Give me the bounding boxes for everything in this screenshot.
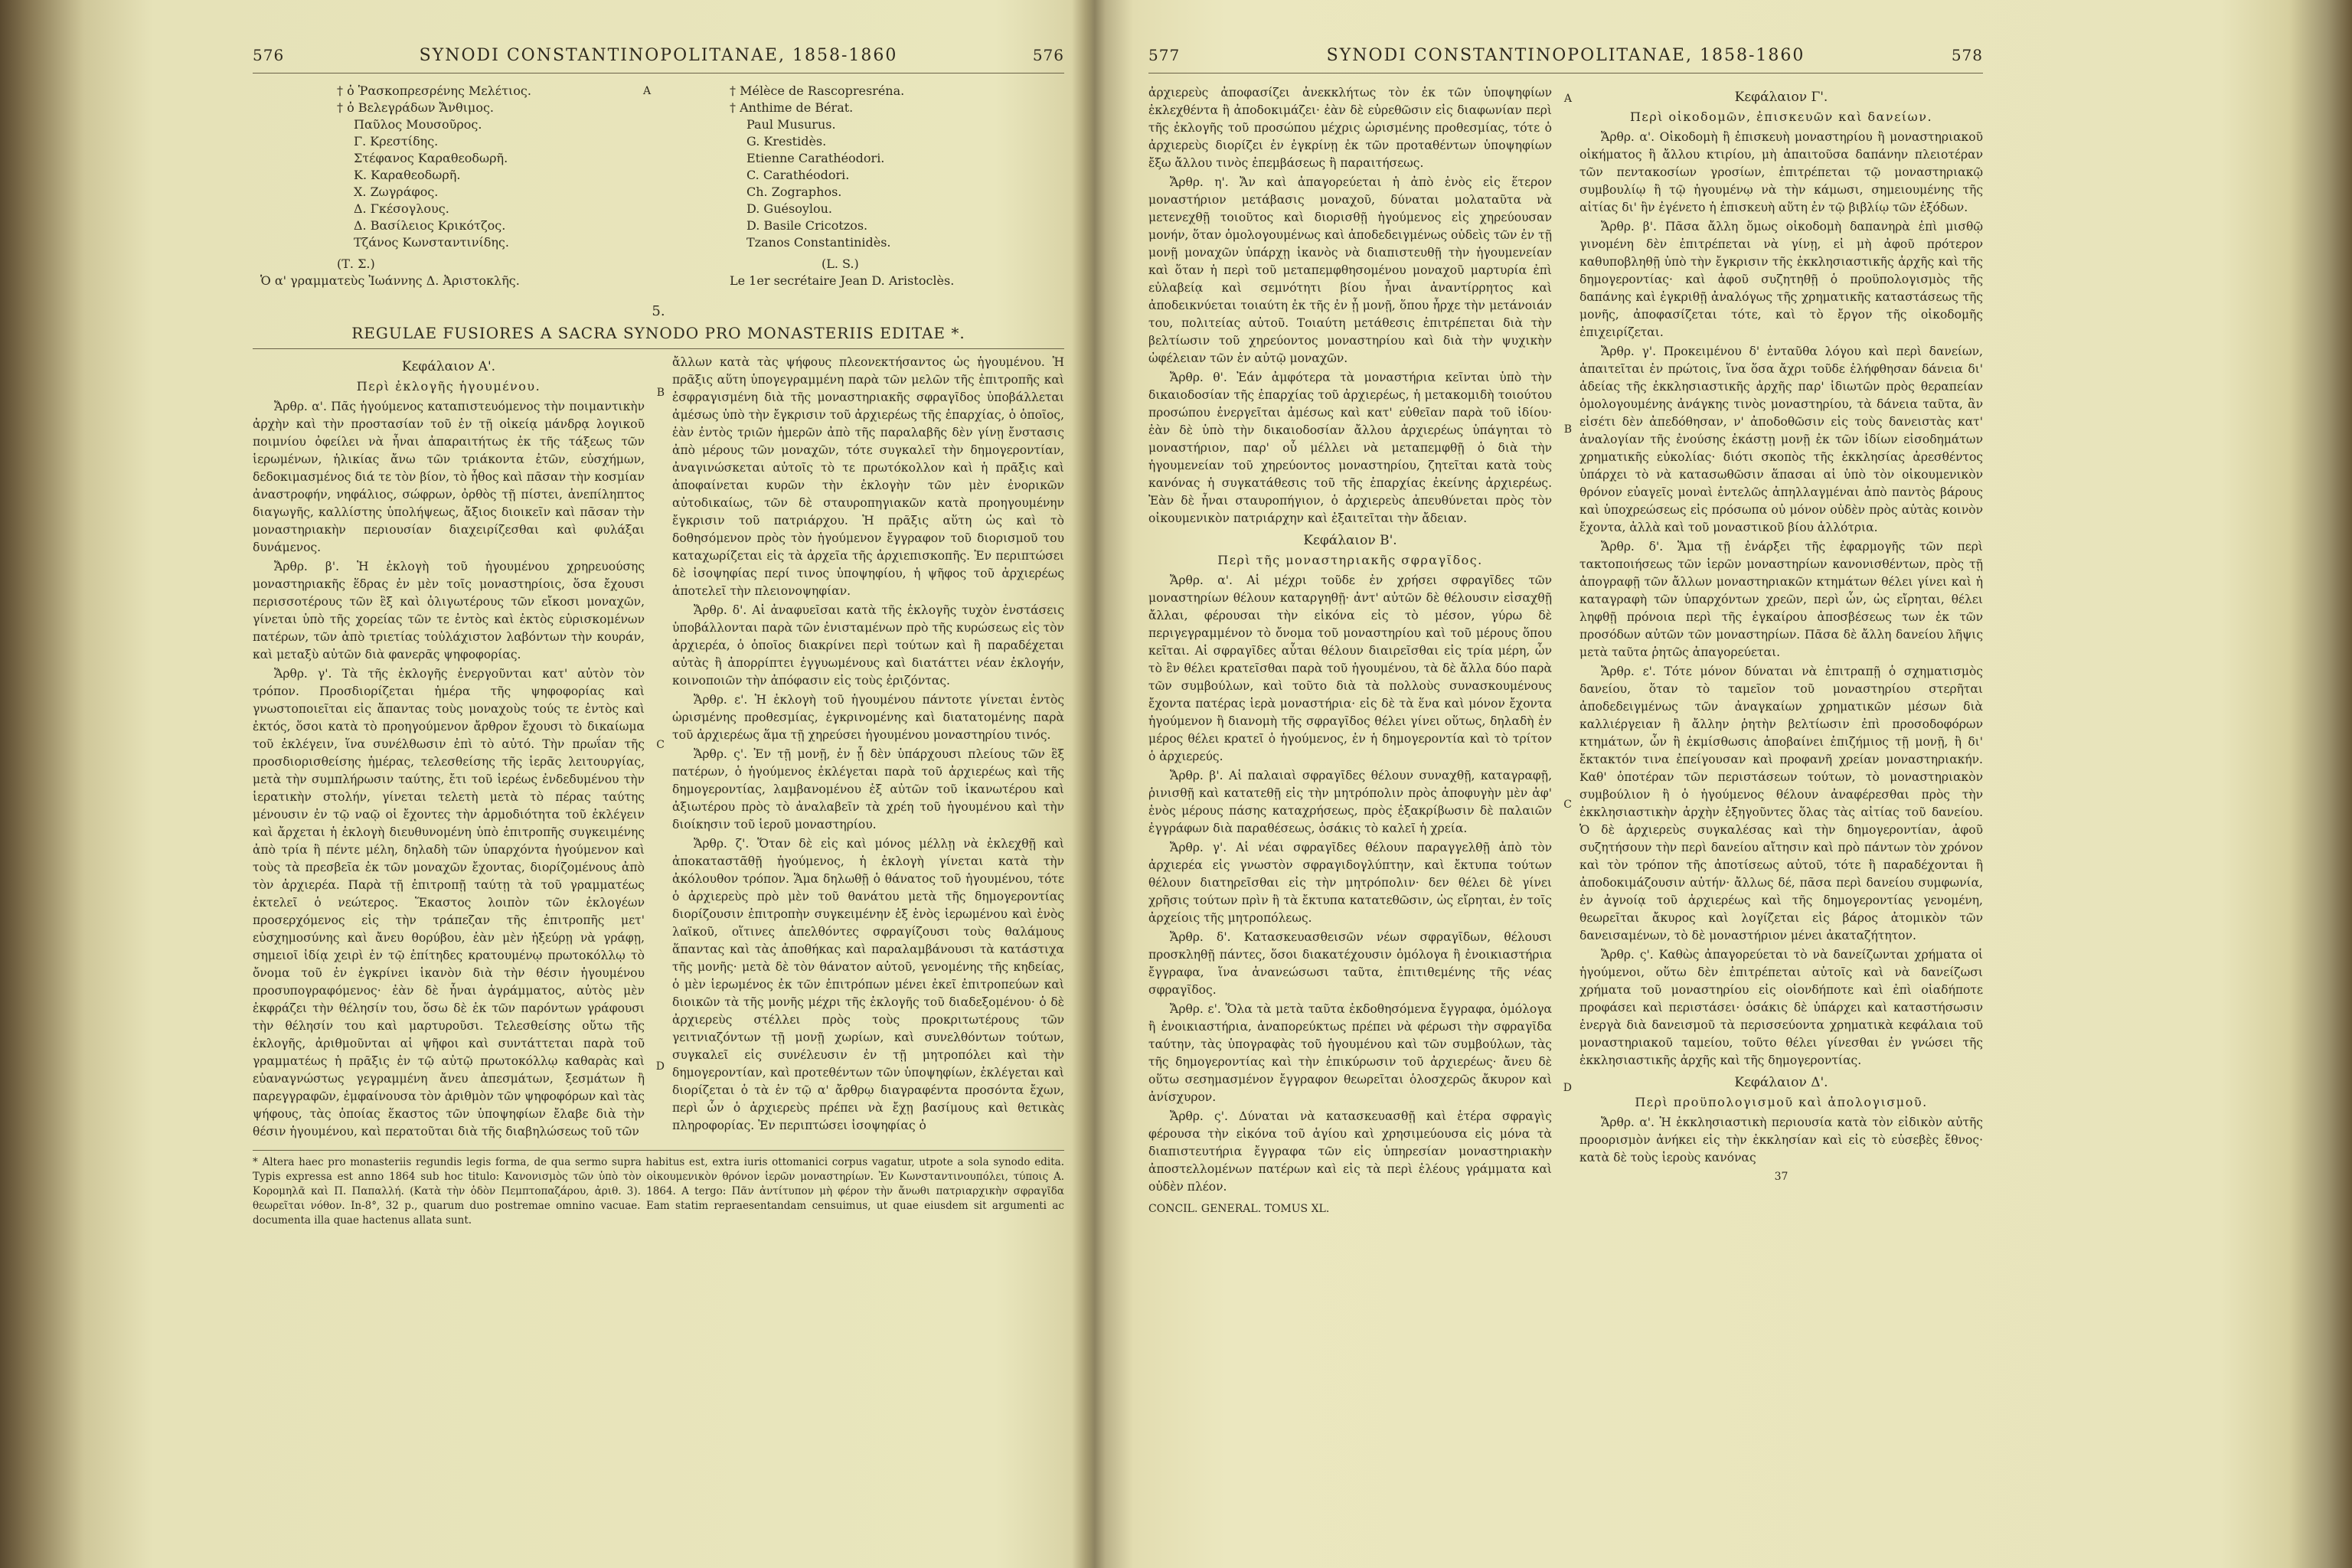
signature-line: Paul Musurus. bbox=[746, 117, 836, 132]
secretary-line: Ὁ α' γραμματεὺς Ἰωάννης Δ. Ἀριστοκλῆς. bbox=[260, 273, 520, 288]
left-column-1 bbox=[253, 354, 665, 1142]
signature-line: Δ. Γκέσογλους. bbox=[354, 201, 449, 216]
margin-letter: D bbox=[1563, 1082, 1572, 1094]
signature-line: † Mélèce de Rascopresréna. bbox=[730, 83, 905, 98]
article-paragraph: Ἄρθρ. ε'. Τότε μόνον δύναται νὰ ἐπιτραπῇ ὁ σχηματισμὸς δανείου, ὅταν τὸ ταμεῖον τοῦ μοναστηρίου στερῆται ἀποδεδειγμένως τῶν ἀναγκαίων χρηματικῶν μέσων διὰ καλλιέργειαν ἢ ἄλλην ῥητὴν βελτίωσιν ἐπὶ προσοδοφόρων κτημάτων, ὧν ἢ ἐκμίσθωσις ἀποβαίνει ἐπιζήμιος τῇ μονῇ, ἢ δι' ἔκτακτόν τινα ἐπείγουσαν καὶ προφανῆ χρείαν μοναστηριακήν. Καθ' ὁποτέραν τῶν περιστάσεων τούτων, τὸ μοναστηριακὸν συμβούλιον ἢ ὁ ἡγούμενος θέλουν ἀναφέρεσθαι πρὸς τὴν ἐκκλησιαστικὴν ἀρχὴν ἐξηγοῦντες ὅλας τὰς αἰτίας τοῦ δανείου. Ὁ δὲ ἀρχιερεὺς συγκαλέσας καὶ τὴν δημογεροντίαν, ἀφοῦ συζητήσουν τὴν περὶ δανείου αἴτησιν καὶ πρὸ πάντων τὸν χρόνον καὶ τὸν τρόπον τῆς ἀποτίσεως αὐτοῦ, τότε ἢ παραδέχονται ἢ ἀποδοκιμάζουσιν αὐτήν· ἄλλως δέ, πᾶσα περὶ δανείου συμφωνία, ἐν ἀγνοίᾳ τοῦ ἀρχιερέως καὶ τῆς δημογεροντίας γενομένη, θεωρεῖται ἄκυρος καὶ λογίζεται εἰς βάρος ἀτομικὸν τῶν δανεισαμένων, τὸ δὲ μοναστήριον μένει ἀκαταζήτητον. bbox=[1579, 665, 1983, 942]
chapter-subheading: Περὶ ἐκλογῆς ἡγουμένου. bbox=[356, 379, 541, 394]
signature-line: C. Carathéodori. bbox=[746, 168, 850, 182]
article-paragraph: Ἄρθρ. η'. Ἄν καὶ ἀπαγορεύεται ἡ ἀπὸ ἑνὸς εἰς ἕτερον μοναστήριον μετάβασις μοναχοῦ, δύναται μολαταῦτα νὰ μετενεχθῇ τοιοῦτος καὶ διορισθῇ ἡγούμενος εἰς χηρεύουσαν μονήν, ὅταν ὁμολογουμένως καὶ ἀποδεδειγμένως οὐδεὶς τῶν ἐν τῇ μονῇ μοναχῶν ὑπάρχῃ ἱκανὸς νὰ διαπιστευθῇ τὴν ἡγουμενείαν καὶ ὅταν ἡ περὶ τοῦ μεταπεμφθησομένου μοναχοῦ μαρτυρία ἐπὶ εὐλαβείᾳ καὶ σεμνότητι βίου ἦναι ἀναντίρρητος καὶ ἀποδεικνύεται τοιαύτη ἐκ τῆς ἐν ᾗ μονῇ, ὅπου ἦρχε τὴν μετάνοιάν του, πολιτείας αὐτοῦ. Τοιαύτη μετάθεσις ἐπιτρέπεται διὰ τὴν βελτίωσιν τοῦ χηρεύοντος μοναστηρίου καὶ διὰ τὴν ψυχικὴν ὠφέλειαν τῶν ἐν αὐτῷ μοναχῶν. bbox=[1148, 175, 1552, 365]
signature-block bbox=[253, 83, 1064, 289]
chapter-heading: Κεφάλαιον Β'. bbox=[1303, 533, 1397, 548]
signatures-greek-column bbox=[253, 83, 671, 289]
margin-letter: C bbox=[1563, 799, 1572, 811]
article-paragraph: Ἄρθρ. ε'. Ὅλα τὰ μετὰ ταῦτα ἐκδοθησόμενα ἔγγραφα, ὁμόλογα ἢ ἐνοικιαστήρια, ἀναπορεύκτως πρέπει νὰ φέρωσι τὴν σφραγῖδα ταύτην, τὰς ὑπογραφὰς τοῦ ἡγουμένου καὶ τῶν συμβούλων, τὰς τῆς δημογεροντίας καὶ τὴν ἐπικύρωσιν τοῦ ἀρχιερέως· ἄνευ δὲ οὕτω σεσημασμένον ἔγγραφον θεωρεῖται ὁλοσχερῶς ἄκυρον καὶ ἀνίσχυρον. bbox=[1148, 1002, 1552, 1104]
article-paragraph: Ἄρθρ. ς'. Ἐν τῇ μονῇ, ἐν ᾗ δὲν ὑπάρχουσι πλείους τῶν ἓξ πατέρων, ὁ ἡγούμενος ἐκλέγεται παρὰ τοῦ ἀρχιερέως καὶ τῆς δημογεροντίας, λαμβανομένου ἐξ αὐτῶν τοῦ ἱκανωτέρου καὶ ἀξιωτέρου πρὸς τὸ ἀναλαβεῖν τὰ χρέη τοῦ ἡγουμένου καὶ τὴν διοίκησιν τοῦ ἱεροῦ μοναστηρίου. bbox=[672, 747, 1064, 831]
signature-line: † ὁ Βελεγράδων Ἄνθιμος. bbox=[337, 100, 494, 115]
article-paragraph: Ἄρθρ. δ'. Κατασκευασθεισῶν νέων σφραγῖδων, θέλουσι προσκληθῇ πάντες, ὅσοι διακατέχουσιν ὁμόλογα ἢ ἐνοικιαστήρια ἔγγραφα, ἵνα ἀνανεώσωσι ταῦτα, ἐπιτιθεμένης τῆς νέας σφραγῖδος. bbox=[1148, 930, 1552, 997]
margin-letter: B bbox=[656, 387, 665, 399]
signature-line: Δ. Βασίλειος Κρικότζος. bbox=[354, 218, 506, 233]
left-page-number-secondary: 576 bbox=[1032, 46, 1064, 64]
signatures-latin-column bbox=[699, 83, 1064, 289]
left-page bbox=[253, 46, 1064, 1228]
margin-letter: A bbox=[643, 85, 652, 97]
right-page-number: 578 bbox=[1951, 46, 1983, 64]
section-number: 5. bbox=[652, 303, 665, 319]
chapter-subheading: Περὶ προϋπολογισμοῦ καὶ ἀπολογισμοῦ. bbox=[1635, 1095, 1928, 1109]
signature-line: Παῦλος Μουσοῦρος. bbox=[354, 117, 482, 132]
margin-letter: A bbox=[1563, 93, 1572, 105]
margin-letter: C bbox=[656, 739, 665, 751]
signature-line: Τζάνος Κωνσταντινίδης. bbox=[354, 235, 509, 250]
signature-line: Χ. Ζωγράφος. bbox=[354, 185, 439, 199]
seal-mark: (L. S.) bbox=[822, 256, 859, 271]
left-running-title: SYNODI CONSTANTINOPOLITANAE, 1858-1860 bbox=[419, 46, 898, 65]
footnote: * Altera haec pro monasteriis regundis legis forma, de qua sermo supra habitus est, extra iuris ottomanici corpus vagatur, utpote a sola synodo edita. Typis expressa est anno 1864 sub hoc titulo: Κανονισμὸς τῶν ὑπὸ τὸν οἰκουμενικὸν θρόνον ἱερῶν μοναστηρίων. Ἐν Κωνσταντινουπόλει, τύποις Α. Κορομηλᾶ καὶ Π. Παπαλλή. (Κατὰ τὴν ὁδὸν Πεμπτοπαζάρου, ἀριθ. 3). 1864. A tergo: Πᾶν ἀντίτυπον μὴ φέρον τὴν ἄνωθι πατριαρχικὴν σφραγῖδα θεωρεῖται νόθον. In-8°, 32 p., quarum duo postremae omnino vacuae. Eam statim repraesentandam censuimus, ut quae eiusdem sit argumenti ac documenta illa quae hactenus allata sunt. bbox=[253, 1150, 1064, 1228]
signature-line: Etienne Carathéodori. bbox=[746, 151, 885, 165]
signature-line: Ch. Zographos. bbox=[746, 185, 842, 199]
article-paragraph: Ἄρθρ. θ'. Ἐάν ἀμφότερα τὰ μοναστήρια κεῖνται ὑπὸ τὴν δικαιοδοσίαν τῆς ἐπαρχίας τοῦ ἀρχιερέως, ἡ μετακομιδὴ τοιούτου προσώπου ἐνεργεῖται ἀμέσως καὶ κατ' εὐθεῖαν παρὰ τοῦ ἰδίου· ἐὰν δὲ ὑπὸ τὴν δικαιοδοσίαν ἄλλου ἀρχιερέως ὑπάγηται τὸ μοναστήριον, παρ' οὗ μέλλει νὰ μεταπεμφθῇ ὁ διὰ τὴν ἡγουμενείαν τοῦ χηρεύοντος μοναστηρίου, ζητεῖται κατὰ τοὺς κανόνας ἡ συγκατάθεσις τοῦ τῆς ἐπαρχίας ἐκείνης ἀρχιερέως. Ἐὰν δὲ ἦναι σταυροπήγιον, ὁ ἀρχιερεὺς ἀπευθύνεται πρὸς τὸν οἰκουμενικὸν πατριάρχην καὶ ἐξαιτεῖται τὴν ἄδειαν. bbox=[1148, 371, 1552, 525]
article-paragraph: Ἄρθρ. γ'. Προκειμένου δ' ἐνταῦθα λόγου καὶ περὶ δανείων, ἀπαιτεῖται ἐν πρώτοις, ἵνα ὅσα ἄχρι τοῦδε ἐλήφθησαν δάνεια δι' ἀδείας τῆς ἐκκλησιαστικῆς ἀρχῆς παρ' ἰδιωτῶν πρὸς θεραπείαν ὁμολογουμένης ἀνάγκης τινὸς μοναστηρίου, τὰ δάνεια ταῦτα, ἂν εἰσέτι δὲν ἀπεδόθησαν, ν' ἀποδοθῶσιν εἰς τοὺς δανειστὰς κατ' ἀναλογίαν τῆς ἐνούσης ἑκάστῃ μονῇ ἐκ τῶν ἰδίων εἰσοδημάτων χρηματικῆς εὐκολίας· διότι σκοπὸς τῆς ἐκκλησίας ἀρεσθέντος ὑπάρχει τὸ νὰ κατασωθῶσιν ἅπασαι αἱ ὑπὸ τὸν οἰκουμενικὸν θρόνον εὐαγεῖς μοναὶ ἐντελῶς ἀπηλλαγμέναι ἀπὸ παντὸς βάρους καὶ ὑποχρεώσεως εἰς πρόσωπα οὐ μόνον οὐδὲν πρὸς αὐτὰς κοινὸν ἔχοντα, ἀλλὰ καὶ τοῦ μοναστικοῦ βίου ἀλλότρια. bbox=[1579, 345, 1983, 534]
secretary-line: Le 1er secrétaire Jean D. Aristoclès. bbox=[730, 273, 955, 288]
article-paragraph: Ἄρθρ. ζ'. Ὅταν δὲ εἰς καὶ μόνος μέλλῃ νὰ ἐκλεχθῇ καὶ ἀποκαταστᾶθῇ ἡγούμενος, ἡ ἐκλογὴ γίνεται κατὰ τὴν ἀκόλουθον τρόπον. Ἅμα δηλωθῇ ὁ θάνατος τοῦ ἡγουμένου, τότε ὁ ἀρχιερεὺς πρὸ μὲν τοῦ θανάτου μετὰ τῆς δημογεροντίας διορίζουσιν ἐπιτροπὴν συγκειμένην ἐξ ἑνὸς ἱερωμένου καὶ ἑνὸς λαϊκοῦ, οἵτινες ἀπελθόντες σφραγίζουσι τοὺς θαλάμους ἅπαντας καὶ τὰς ἀποθήκας καὶ παραλαμβάνουσι τὰ κατάστιχα τῆς μονῆς· μετὰ δὲ τὸν θάνατον αὐτοῦ, γενομένης τῆς κηδείας, ὁ μὲν ἱερωμένος ἐκ τῶν ἐπιτρόπων μένει ἐκεῖ ἐπιτροπεύων καὶ διοικῶν τὰ τῆς μονῆς μέχρι τῆς ἐκλογῆς τοῦ διαδεξομένου· ὁ δὲ ἀρχιερεὺς στέλλει πρὸς τοὺς προκριτωτέρους τῶν γειτνιαζόντων τῇ μονῇ χωρίων, καὶ συνελθόντων τούτων, συγκαλεῖ εἰς συνέλευσιν ἐν τῇ μητροπόλει καὶ τὴν δημογεροντίαν, καὶ προτεθέντων τῶν ὑποψηφίων, ἐκλέγεται καὶ διορίζεται ὁ τὰ ἐν τῷ α' ἄρθρῳ διαγραφέντα προσόντα ἔχων, περὶ ὧν ὁ ἀρχιερεὺς πρέπει νὰ ἔχῃ βασίμους καὶ θετικὰς πληροφορίας. Ἐν περιπτώσει ἰσοψηφίας ὁ bbox=[672, 837, 1064, 1132]
margin-letter: D bbox=[655, 1060, 665, 1073]
signature-mark-line bbox=[1148, 1200, 1552, 1218]
section-title: REGULAE FUSIORES A SACRA SYNODO PRO MONASTERIIS EDITAE *. bbox=[253, 324, 1064, 349]
article-paragraph: ἀρχιερεὺς ἀποφασίζει ἀνεκκλήτως τὸν ἐκ τῶν ὑποψηφίων ἐκλεχθέντα ἢ ἀποδοκιμάζει· ἐὰν δὲ εὑρεθῶσιν εἰς διαφωνίαν περὶ τῆς ἐκλογῆς τοῦ προσώπου μέχρις ὡρισμένης προθεσμίας, τότε ὁ ἀρχιερεὺς διορίζει ἐν ἐγκρίνῃ ἐκ τῶν προταθέντων ὑποψηφίων ἔξω ἄλλου τινὸς ἐπεμβάσεως ἢ παραιτήσεως. bbox=[1148, 86, 1552, 170]
right-body-columns bbox=[1148, 84, 1983, 1218]
article-paragraph: Ἄρθρ. δ'. Αἱ ἀναφυεῖσαι κατὰ τῆς ἐκλογῆς τυχὸν ἐνστάσεις ὑποβάλλονται παρὰ τῶν ἐνισταμένων πρὸ τῆς κυρώσεως εἰς τὸν ἀρχιερέα, ὁ ὁποῖος διακρίνει περὶ τούτων καὶ ἢ παραδέχεται αὐτὰς ἢ ἀπορρίπτει ἐγγυωμένους καὶ διατάττει νέαν ἐκλογήν, κοινοποιῶν τὴν ἀπόφασιν εἰς τοὺς ἐριζόντας. bbox=[672, 603, 1064, 688]
right-column-2 bbox=[1579, 84, 1983, 1218]
article-paragraph: Ἄρθρ. ς'. Καθὼς ἀπαγορεύεται τὸ νὰ δανείζωνται χρήματα οἱ ἡγούμενοι, οὕτω δὲν ἐπιτρέπεται αὐτοῖς καὶ νὰ δανείζωσι χρήματα τοῦ μοναστηρίου εἰς οἱονδήποτε καὶ ἐπὶ οἱαδήποτε προφάσει καὶ περιστάσει· ὁσάκις δὲ ὑπάρχει καὶ καταστήσωσιν ἐνεργὰ διὰ δανεισμοῦ τὰ περισσεύοντα χρηματικὰ κεφάλαια τοῦ μοναστηριακοῦ ταμείου, τοῦτο θέλει γίνεσθαι ἐν γνώσει τῆς ἐκκλησιαστικῆς ἀρχῆς καὶ τῆς δημογεροντίας. bbox=[1579, 948, 1983, 1067]
signature-line: Στέφανος Καραθεοδωρῆ. bbox=[354, 151, 508, 165]
signature-mark: CONCIL. GENERAL. TOMUS XL. bbox=[1148, 1203, 1330, 1215]
chapter-subheading: Περὶ οἰκοδομῶν, ἐπισκευῶν καὶ δανείων. bbox=[1629, 109, 1933, 124]
signature-line: † ὁ Ῥασκοπρεσρένης Μελέτιος. bbox=[337, 83, 531, 98]
sheet-number: 37 bbox=[1774, 1171, 1788, 1183]
article-paragraph: Ἄρθρ. α'. Ἡ ἐκκλησιαστικὴ περιουσία κατὰ τὸν εἰδικὸν αὐτῆς προορισμὸν ἀνήκει εἰς τὴν ἐκκλησίαν καὶ εἰς τὸ εὐσεβὲς ἔθνος· κατὰ δὲ τοὺς ἱεροὺς κανόνας bbox=[1579, 1116, 1983, 1165]
left-column-2 bbox=[672, 354, 1064, 1142]
article-paragraph: Ἄρθρ. δ'. Ἅμα τῇ ἐνάρξει τῆς ἐφαρμογῆς τῶν περὶ τακτοποιήσεως τῶν ἱερῶν μοναστηρίων κανονισθέντων, πρὸς τῇ ἀπογραφῇ τῶν ἄλλων μοναστηριακῶν κτημάτων θέλει γίνει καὶ ἡ καταγραφὴ τῶν ὑπαρχόντων χρεῶν, περὶ ὧν, ὡς εἴρηται, θέλει ληφθῇ πρόνοια περὶ τῆς ἐγκαίρου ἀποσβέσεως των ἐκ τῶν προσόδων αὐτῶν τῶν μοναστηρίων. Πᾶσα δὲ ἄλλη δανείου λῆψις μετὰ ταῦτα ῥητῶς ἀπαγορεύεται. bbox=[1579, 540, 1983, 659]
right-page-number-secondary: 577 bbox=[1148, 46, 1181, 64]
chapter-heading: Κεφάλαιον Α'. bbox=[401, 359, 496, 374]
right-column-1 bbox=[1148, 84, 1572, 1218]
article-paragraph: ἄλλων κατὰ τὰς ψήφους πλεονεκτήσαντος ὡς ἡγουμένου. Ἡ πρᾶξις αὕτη ὑπογεγραμμένη παρὰ τῶν μελῶν τῆς ἐπιτροπῆς καὶ ἐσφραγισμένη διὰ τῆς μοναστηριακῆς σφραγῖδος ὑποβάλλεται ἀμέσως ὑπὸ τὴν ἔγκρισιν τοῦ ἀρχιερέως τῆς ἐπαρχίας, ὁ ὁποῖος, ἐὰν ἐντὸς τριῶν ἡμερῶν ἀπὸ τῆς παραλαβῆς δὲν γίνῃ ἔνστασις ἀπὸ μέρους τῶν μοναχῶν, τότε συγκαλεῖ τὴν δημογεροντίαν, ἀναγινώσκεται αὐτοῖς τὸ τε πρωτόκολλον καὶ ἡ πρᾶξις καὶ ἀποφαίνεται κυρῶν τὴν ἐκλογὴν τῶν μὲν ἐνορικῶν αὐτοδικαίως, τῶν δὲ σταυροπηγιακῶν κατὰ προηγουμένην ἔγκρισιν τοῦ πατριάρχου. Ἡ πρᾶξις αὕτη ὡς καὶ τὸ δοθησόμενον πρὸς τὸν ἡγούμενον ἔγγραφον τοῦ διορισμοῦ του καταχωρίζεται εἰς τὰ ἀρχεῖα τῆς ἀρχιεπισκοπῆς. Ἐν περιπτώσει δὲ ἰσοψηφίας περί τινος ὑποψηφίου, ἡ ψῆφος τοῦ ἀρχιερέως ἀποτελεῖ τὴν πλειονοψηφίαν. bbox=[672, 355, 1064, 598]
left-page-number: 576 bbox=[253, 46, 285, 64]
left-running-head bbox=[253, 46, 1064, 74]
article-paragraph: Ἄρθρ. α'. Πᾶς ἡγούμενος καταπιστευόμενος τὴν ποιμαντικὴν ἀρχὴν καὶ τὴν προστασίαν τοῦ ἐν τῇ οἰκείᾳ μάνδρᾳ λογικοῦ ποιμνίου ὀφείλει νὰ ἦναι ἀπαραιτήτως ἐκ τῆς τάξεως τῶν ἱερωμένων, ἡλικίας ἄνω τῶν τριάκοντα ἐτῶν, εὐσχήμων, δεδοκιμασμένος διά τε τὸν βίον, τὸ ἦθος καὶ πᾶσαν τὴν κοσμίαν ἀναστροφήν, νηφάλιος, σώφρων, ὀρθὸς τῇ πίστει, ἀνεπίληπτος διαγωγῆς, καλλίστης ὑπολήψεως, ἄξιος διοικεῖν καὶ πᾶσαν τὴν μοναστηριακὴν περιουσίαν διαχειρίζεσθαι καὶ φυλάξαι δυνάμενος. bbox=[253, 400, 645, 554]
signature-line: Γ. Κρεστίδης. bbox=[354, 134, 439, 149]
article-paragraph: Ἄρθρ. β'. Πᾶσα ἄλλη ὅμως οἰκοδομὴ δαπανηρὰ ἐπὶ μισθῷ γινομένη δὲν ἐπιτρέπεται νὰ γίνῃ, εἰ μὴ ἀφοῦ πρότερον καθυποβληθῇ ὑπὸ τὴν ἔγκρισιν τῆς ἐκκλησιαστικῆς ἀρχῆς καὶ τῆς δημογεροντίας· καὶ ἀφοῦ συζητηθῇ ὁ προϋπολογισμὸς τῆς δαπάνης καὶ ἐγκριθῇ ἀναλόγως τῆς χρηματικῆς καταστάσεως τῆς μονῆς, ἀποφασίζεται τότε, καὶ τὸ ἔργον τῆς οἰκοδομῆς ἐπιχειρίζεται. bbox=[1579, 220, 1983, 339]
article-paragraph: Ἄρθρ. γ'. Τὰ τῆς ἐκλογῆς ἐνεργοῦνται κατ' αὐτὸν τὸν τρόπον. Προσδιορίζεται ἡμέρα τῆς ψηφοφορίας καὶ γνωστοποιεῖται εἰς ἅπαντας τοὺς μοναχοὺς τούς τε ἐντὸς καὶ ἐκτός, ὅσοι κατὰ τὸ προηγούμενον ἄρθρον ἔχουσι τὸ δικαίωμα τοῦ ἐκλέγειν, ἵνα συνέλθωσιν ἐπὶ τὸ αὐτό. Τὴν πρωΐαν τῆς προσδιορισθείσης ἡμέρας, τελεσθείσης τῆς ἱερᾶς λειτουργίας, μετὰ τὴν συμπλήρωσιν ταύτης, ἔτι τοῦ ἱερέως ἐνδεδυμένου τὴν ἱερατικὴν στολήν, γίνεται τελετὴ μετὰ τὸ πέρας ταύτης μένουσιν ἐν τῷ ναῷ οἱ ἔχοντες τὴν ἁρμοδιότητα τοῦ ἐκλέγειν καὶ ἄρχεται ἡ ἐκλογὴ διευθυνομένη ὑπὸ ἐπιτροπῆς συγκειμένης ἀπὸ τρία ἢ πέντε μέλη, δηλαδὴ τῶν ὑπαρχόντα ἡγούμενον καὶ τοὺς τὰ πρεσβεῖα ἐκ τῶν μοναχῶν ἔχοντας, διορίζομένους ἀπὸ τὸν ἀρχιερέα. Παρὰ τῇ ἐπιτροπῇ ταύτῃ τὰ τοῦ γραμματέως ἐκτελεῖ ὁ νεώτερος. Ἕκαστος λοιπὸν τῶν ἐκλογέων προσερχόμενος εἰς τὴν τράπεζαν τῆς ἐπιτροπῆς μετ' εὐσχημοσύνης καὶ ἄνευ θορύβου, ἐὰν μὲν ἠξεύρῃ νὰ γράφῃ, σημειοῖ ἰδίᾳ χειρὶ ἐν τῷ ἐπίτηδες κρατουμένῳ πρωτοκόλλῳ τὸ ὄνομα τοῦ ἐν ἐγκρίνει ἱκανὸν διὰ τὴν θέσιν ἡγουμένου προσυπογραφόμενος· ἐὰν δὲ ἦναι ἀγράμματος, αὐτὸς μὲν ἐκφράζει τὴν θέλησίν του, ὅσω δὲ ἐκ τῶν παρόντων γράφουσι τὴν θέλησίν του καὶ μαρτυροῦσι. Τελεσθείσης οὕτω τῆς ἐκλογῆς, ἀριθμοῦνται αἱ ψῆφοι καὶ συντάττεται παρὰ τοῦ γραμματέως ἡ πρᾶξις ἐν τῷ αὐτῷ πρωτοκόλλῳ καθαρὰς καὶ εὐαναγνώστως γεγραμμένη ἄνευ ἀπεσμάτων, ξεσμάτων ἢ παρεγγραφῶν, ἐμφαίνουσα τὸν ἀριθμὸν τῶν ψηφοφόρων καὶ τὰς ψήφους, τὰς ὁποίας ἕκαστος τῶν ὑποψηφίων ἔλαβε διὰ τὴν θέσιν ἡγουμένου, καὶ περατοῦται διὰ τῆς διαβηλώσεως τοῦ τῶν bbox=[253, 667, 645, 1138]
article-paragraph: Ἄρθρ. α'. Οἰκοδομὴ ἢ ἐπισκευὴ μοναστηρίου ἢ μοναστηριακοῦ οἰκήματος ἢ ἄλλου κτιρίου, μὴ ἀπαιτοῦσα δαπάνην πλειοτέραν τῶν πεντακοσίων γροσίων, ἐπιτρέπεται τῷ μοναστηριακῷ συμβουλίῳ ἢ τῷ ἡγουμένῳ νὰ τὴν κάμωσι, σημειουμένης τῆς αἰτίας δι' ἣν ἐγένετο ἡ ἐπισκευὴ αὕτη ἐν τῷ βιβλίῳ τῶν ἐξόδων. bbox=[1579, 130, 1983, 214]
article-paragraph: Ἄρθρ. γ'. Αἱ νέαι σφραγῖδες θέλουν παραγγελθῇ ἀπὸ τὸν ἀρχιερέα εἰς γνωστὸν σφραγιδογλύπτην, καὶ ἔκτυπα τούτων θέλουν διατηρεῖσθαι εἰς τὴν μητρόπολιν· δεν θέλει δὲ γίνει χρῆσις τούτων πρὶν ἢ τὰ ἔκτυπα κατατεθῶσιν, ὡς εἴρηται, ἐν τοῖς ἀρχείοις τῆς μητροπόλεως. bbox=[1148, 841, 1552, 925]
right-page bbox=[1148, 46, 1983, 1218]
signature-line: Tzanos Constantinidès. bbox=[746, 235, 891, 250]
article-paragraph: Ἄρθρ. ε'. Ἡ ἐκλογὴ τοῦ ἡγουμένου πάντοτε γίνεται ἐντὸς ὡρισμένης προθεσμίας, ἐγκρινομένης καὶ διατατομένης παρὰ τοῦ ἀρχιερέως ἅμα τῇ χηρεύσει ἡγουμένου μοναστηρίου τινός. bbox=[672, 693, 1064, 742]
chapter-heading: Κεφάλαιον Δ'. bbox=[1734, 1075, 1828, 1090]
article-paragraph: Ἄρθρ. ς'. Δύναται νὰ κατασκευασθῇ καὶ ἑτέρα σφραγὶς φέρουσα τὴν εἰκόνα τοῦ ἁγίου καὶ χρησιμεύουσα εἰς μόνα τὰ διαπιστευτήρια ἔγγραφα τῶν εἰς ὑπηρεσίαν μοναστηριακὴν ἀποστελλομένων πατέρων καὶ εἰς τὰ περὶ ἐλέους γράμματα καὶ οὐδὲν πλέον. bbox=[1148, 1109, 1552, 1194]
chapter-subheading: Περὶ τῆς μοναστηριακῆς σφραγῖδος. bbox=[1217, 553, 1483, 567]
signature-line: Κ. Καραθεοδωρῆ. bbox=[354, 168, 461, 182]
seal-mark: (Τ. Σ.) bbox=[337, 256, 375, 271]
right-running-title: SYNODI CONSTANTINOPOLITANAE, 1858-1860 bbox=[1326, 46, 1805, 65]
signature-line: † Anthime de Bérat. bbox=[730, 100, 854, 115]
article-paragraph: Ἄρθρ. β'. Ἡ ἐκλογὴ τοῦ ἡγουμένου χρηρευούσης μοναστηριακῆς ἕδρας ἐν μὲν τοῖς μοναστηρίοις, ὅσα ἔχουσι περισσοτέρους τῶν ἓξ καὶ ὀλιγωτέρους τῶν εἴκοσι μοναχῶν, γίνεται ὑπὸ τῆς χορείας τῶν τε ἐντὸς καὶ ἐκτὸς εὑρισκομένων πατέρων, τῶν ἀπὸ τριετίας τοὐλάχιστον λαβόντων τὴν κουράν, καὶ μεταξὺ αὐτῶν διὰ φανερᾶς ψηφοφορίας. bbox=[253, 560, 645, 662]
signature-line: G. Krestidès. bbox=[746, 134, 827, 149]
chapter-heading: Κεφάλαιον Γ'. bbox=[1734, 90, 1828, 105]
article-paragraph: Ἄρθρ. β'. Αἱ παλαιαὶ σφραγῖδες θέλουν συναχθῇ, καταγραφῇ, ῥινισθῇ καὶ κατατεθῇ εἰς τὴν μητρόπολιν πρὸς ἀποφυγὴν μὲν ἀφ' ἑνὸς μέρους πάσης καταχρήσεως, πρὸς ἐξακρίβωσιν δὲ παλαιῶν ἐγγράφων διὰ παραθέσεως, ὁσάκις τὸ καλεῖ ἡ χρεία. bbox=[1148, 769, 1552, 835]
article-paragraph: Ἄρθρ. α'. Αἱ μέχρι τοῦδε ἐν χρήσει σφραγῖδες τῶν μοναστηρίων θέλουν καταργηθῇ· ἀντ' αὐτῶν δὲ θέλουσιν εἰσαχθῇ ἄλλαι, φέρουσαι τὴν εἰκόνα εἰς τὸ μέσον, γύρω δὲ περιγεγραμμένον τὸ ὄνομα τοῦ μοναστηρίου καὶ τοῦ μέρους ὅπου κεῖται. Αἱ σφραγῖδες αὗται θέλουν διαιρεῖσθαι εἰς τρία μέρη, ὧν τὸ ἓν θέλει κρατεῖσθαι παρὰ τοῦ ἡγουμένου, τὰ δὲ ἄλλα δύο παρὰ τῶν συμβούλων, καὶ τοῦτο διὰ τὰ πολλοὺς συνασκουμένους ἔχοντα πατέρας ἱερὰ μοναστήρια· εἰς δὲ τὰ ἕνα καὶ μόνον ἔχοντα ἡγούμενον ἢ διανομὴ τῆς σφραγῖδος θέλει γίνει οὕτως, δηλαδὴ ἐν μέρος θέλει κρατεῖ ὁ ἡγούμενος, ἐν ἡ δημογεροντία καὶ τὸ τρίτον ὁ ἀρχιερεύς. bbox=[1148, 573, 1552, 763]
margin-letter: B bbox=[1563, 423, 1572, 436]
signature-line: D. Guésoylou. bbox=[746, 201, 833, 216]
signature-line: D. Basile Cricotzos. bbox=[746, 218, 868, 233]
right-running-head bbox=[1148, 46, 1983, 74]
left-body-columns bbox=[253, 354, 1064, 1142]
